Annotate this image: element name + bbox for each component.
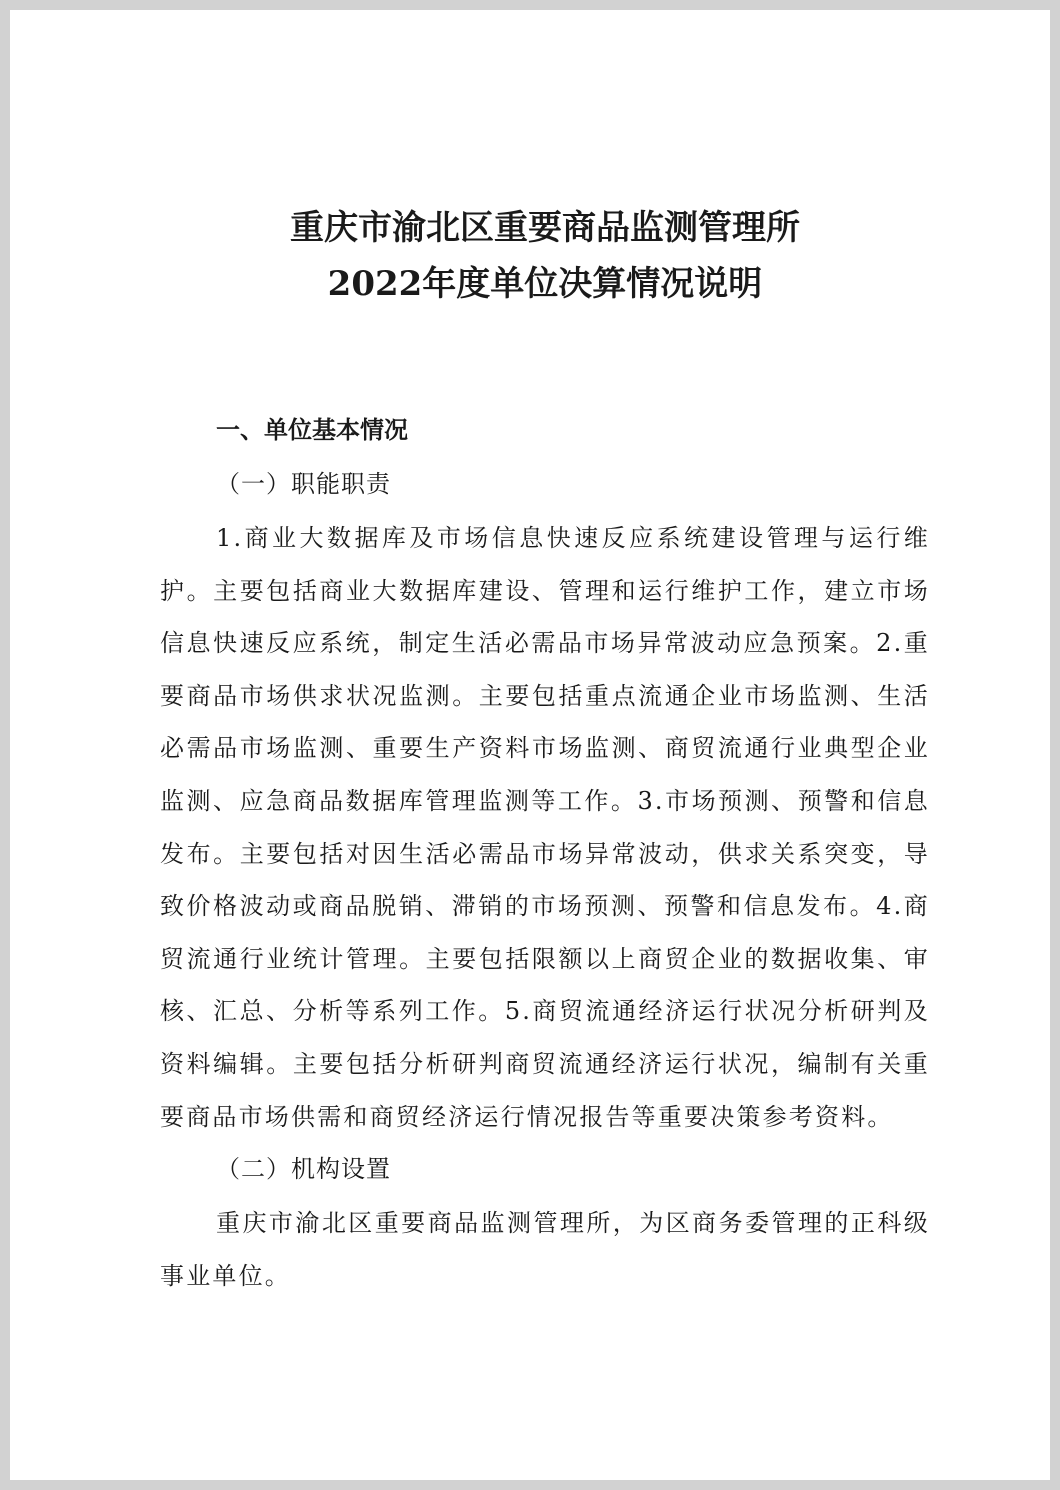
functions-paragraph: 1.商业大数据库及市场信息快速反应系统建设管理与运行维护。主要包括商业大数据库建设、管理和运行维护工作，建立市场信息快速反应系统，制定生活必需品市场异常波动应急预案。2.重要商品市场供求状况监测。主要包括重点流通企业市场监测、生活必需品市场监测、重要生产资料市场监测、商贸流通行业典型企业监测、应急商品数据库管理监测等工作。3.市场预测、预警和信息发布。主要包括对因生活必需品市场异常波动，供求关系突变，导致价格波动或商品脱销、滞销的市场预测、预警和信息发布。4.商贸流通行业统计管理。主要包括限额以上商贸企业的数据收集、审核、汇总、分析等系列工作。5.商贸流通经济运行状况分析研判及资料编辑。主要包括分析研判商贸流通经济运行状况，编制有关重要商品市场供需和商贸经济运行情况报告等重要决策参考资料。 bbox=[160, 524, 930, 1131]
title-line-1: 重庆市渝北区重要商品监测管理所 bbox=[290, 208, 800, 248]
organization-paragraph: 重庆市渝北区重要商品监测管理所，为区商务委管理的正科级事业单位。 bbox=[160, 1209, 930, 1290]
title-line-2: 2022年度单位决算情况说明 bbox=[327, 264, 763, 304]
section-heading-basic-info: 一、单位基本情况 bbox=[216, 416, 408, 444]
document-page bbox=[160, 200, 930, 1302]
subsection-heading-functions: （一）职能职责 bbox=[216, 470, 391, 498]
subsection-heading-organization: （二）机构设置 bbox=[216, 1155, 391, 1184]
document-title bbox=[160, 200, 930, 312]
